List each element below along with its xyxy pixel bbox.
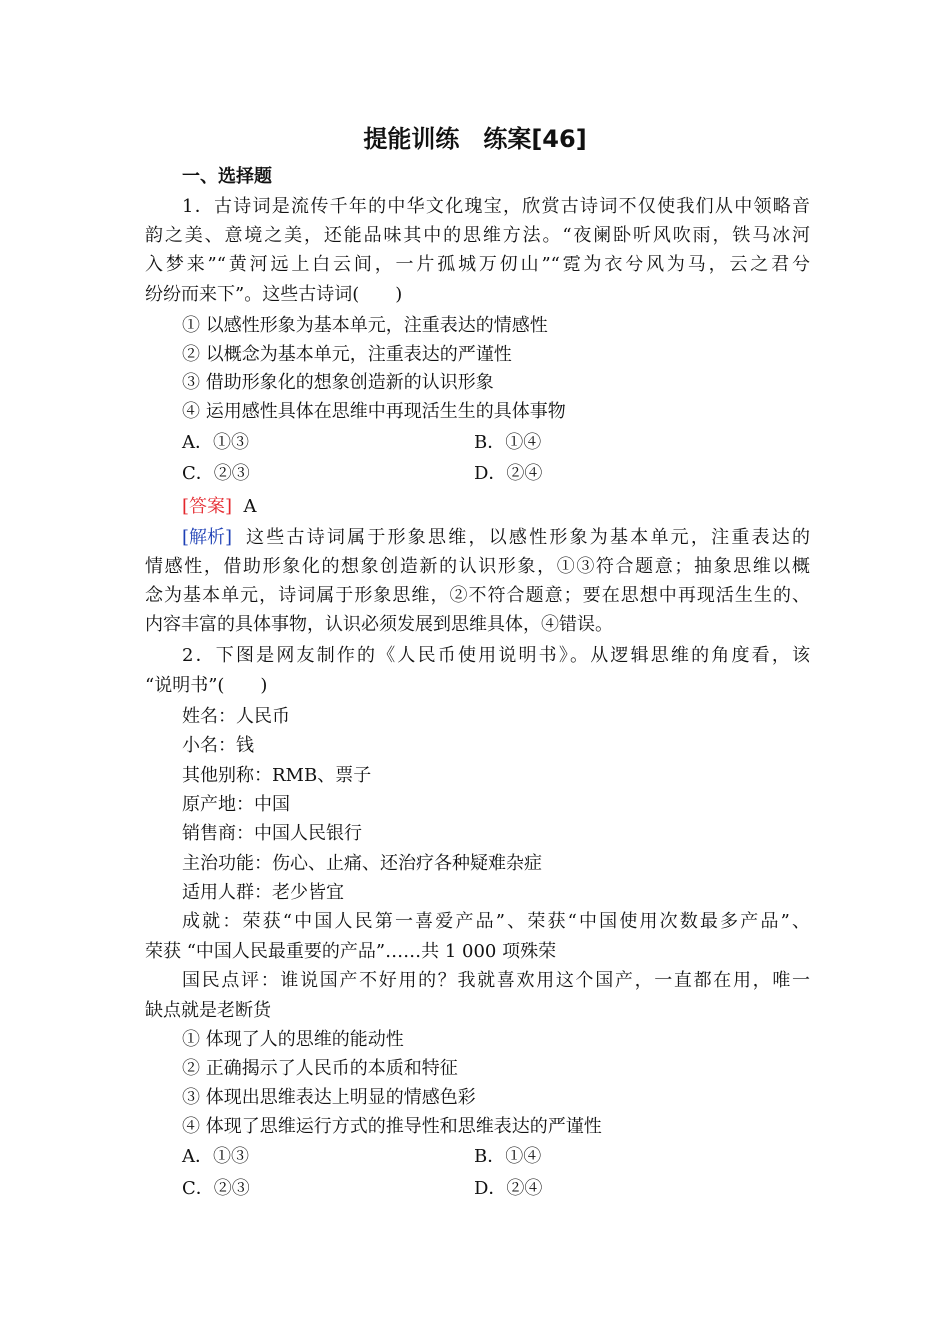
q1-option-c: C．②③ (182, 463, 250, 484)
q2-item: ② 正确揭示了人民币的本质和特征 (182, 1058, 458, 1079)
q1-item: ② 以概念为基本单元，注重表达的严谨性 (182, 344, 512, 365)
q2-item: ① 体现了人的思维的能动性 (182, 1029, 404, 1050)
q1-stem-line: 1．古诗词是流传千年的中华文化瑰宝，欣赏古诗词不仅使我们从中领略音 (182, 196, 810, 217)
q2-spec-line: 姓名：人民币 (182, 706, 290, 727)
q2-review-line: 缺点就是老断货 (145, 1000, 271, 1021)
q2-spec-line: 小名：钱 (182, 735, 254, 756)
answer-value: A (243, 496, 257, 517)
page-title: 提能训练 练案[46] (363, 125, 587, 153)
q2-option-a: A．①③ (182, 1146, 249, 1167)
q1-answer-row (182, 492, 810, 521)
q2-option-d: D．②④ (474, 1178, 543, 1199)
answer-tag: [答案] (182, 496, 233, 517)
q1-analysis-line: 这些古诗词属于形象思维，以感性形象为基本单元，注重表达的 (246, 527, 810, 548)
q2-achievement-line: 成就：荣获“中国人民第一喜爱产品”、荣获“中国使用次数最多产品”、 (182, 911, 810, 932)
q2-stem-line: 2．下图是网友制作的《人民币使用说明书》。从逻辑思维的角度看，该 (182, 645, 810, 666)
q1-stem-line: 纷纷而来下”。这些古诗词( ) (145, 284, 403, 305)
q1-option-a: A．①③ (182, 432, 249, 453)
section-heading: 一、选择题 (182, 166, 272, 187)
q1-item: ① 以感性形象为基本单元，注重表达的情感性 (182, 315, 548, 336)
q2-spec-line: 其他别称：RMB、票子 (182, 765, 372, 786)
q2-spec-line: 销售商：中国人民银行 (182, 823, 362, 844)
q1-analysis-row (182, 523, 810, 552)
q1-analysis-line: 情感性，借助形象化的想象创造新的认识形象，①③符合题意；抽象思维以概 (145, 556, 810, 577)
q1-option-b: B．①④ (474, 432, 542, 453)
q1-item: ③ 借助形象化的想象创造新的认识形象 (182, 372, 494, 393)
q1-option-d: D．②④ (474, 463, 543, 484)
q1-stem-line: 入梦来”“黄河远上白云间，一片孤城万仞山”“霓为衣兮风为马，云之君兮 (145, 254, 810, 275)
q1-item: ④ 运用感性具体在思维中再现活生生的具体事物 (182, 401, 566, 422)
q2-spec-line: 适用人群：老少皆宜 (182, 882, 344, 903)
q2-item: ③ 体现出思维表达上明显的情感色彩 (182, 1087, 476, 1108)
q2-spec-line: 原产地：中国 (182, 794, 290, 815)
q1-stem-line: 韵之美、意境之美，还能品味其中的思维方法。“夜阑卧听风吹雨，铁马冰河 (145, 225, 810, 246)
q2-option-c: C．②③ (182, 1178, 250, 1199)
q1-analysis-line: 内容丰富的具体事物，认识必须发展到思维具体，④错误。 (145, 614, 613, 635)
q2-review-line: 国民点评：谁说国产不好用的？我就喜欢用这个国产，一直都在用，唯一 (182, 970, 810, 991)
analysis-tag: [解析] (182, 527, 233, 548)
q2-item: ④ 体现了思维运行方式的推导性和思维表达的严谨性 (182, 1116, 602, 1137)
q2-spec-line: 主治功能：伤心、止痛、还治疗各种疑难杂症 (182, 853, 542, 874)
q2-option-b: B．①④ (474, 1146, 542, 1167)
q2-stem-line: “说明书”( ) (145, 675, 268, 696)
q2-achievement-line: 荣获 “中国人民最重要的产品”……共 1 000 项殊荣 (145, 941, 557, 962)
q1-analysis-line: 念为基本单元，诗词属于形象思维，②不符合题意；要在思想中再现活生生的、 (145, 585, 810, 606)
